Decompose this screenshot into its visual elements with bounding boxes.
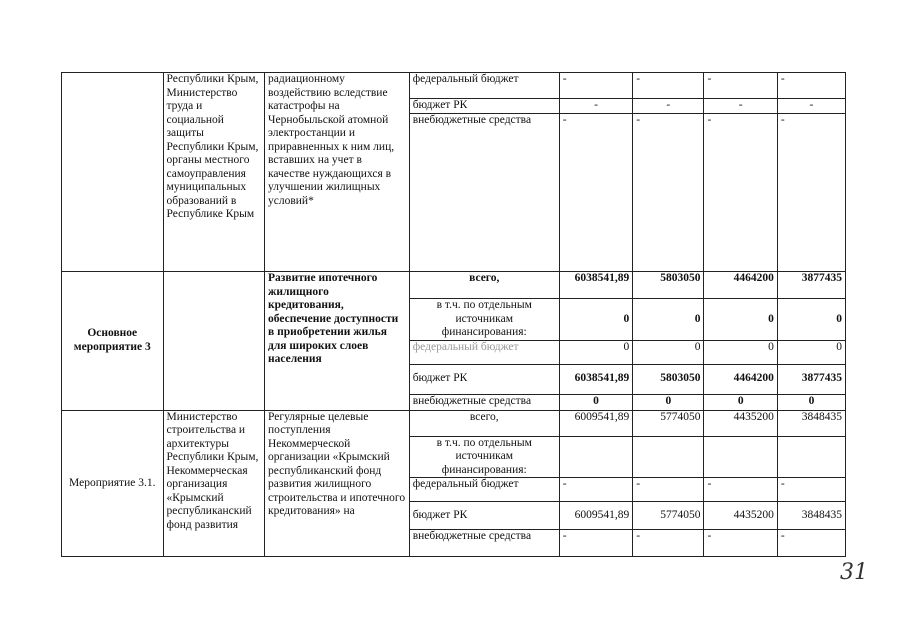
- value-cell: -: [633, 73, 704, 99]
- executor-cell: [163, 73, 265, 272]
- value-cell: 6009541,89: [559, 410, 632, 436]
- value-cell: -: [777, 530, 845, 557]
- value-cell: 4435200: [704, 502, 777, 530]
- executor-text: Министерство строительства и архитектуры Республики Крым, Некоммерческая организация «Крымский республиканский фонд развития: [166, 410, 259, 531]
- value-cell: -: [633, 114, 704, 272]
- source-cell: всего,: [409, 410, 559, 436]
- value-cell: [633, 436, 704, 478]
- value-cell: 0: [704, 299, 777, 341]
- financing-table: [61, 72, 846, 557]
- value-cell: -: [559, 530, 632, 557]
- value-cell: 0: [633, 299, 704, 341]
- value-cell: 5803050: [633, 364, 704, 394]
- description-text: радиационному воздействию вследствие катастрофы на Чернобыльской атомной электростанции и приравненных к ним лиц, вставших на учет в качестве нуждающихся в улучшении жилищных условий*: [268, 73, 395, 207]
- executor-cell: [163, 410, 265, 557]
- executor-cell: [163, 272, 265, 411]
- value-cell: 4435200: [704, 410, 777, 436]
- label-cell: [62, 272, 164, 411]
- value-cell: -: [777, 73, 845, 99]
- source-cell: бюджет РК: [409, 99, 559, 114]
- value-cell: 0: [777, 394, 845, 410]
- value-cell: 0: [704, 340, 777, 364]
- table-row: [62, 272, 846, 299]
- value-cell: 0: [633, 340, 704, 364]
- description-text: Развитие ипотечного жилищного кредитования, обеспечение доступности в приобретении жилья для широких слоев населения: [268, 272, 399, 365]
- source-cell: бюджет РК: [409, 364, 559, 394]
- source-cell: внебюджетные средства: [409, 394, 559, 410]
- value-cell: -: [559, 478, 632, 502]
- source-cell: бюджет РК: [409, 502, 559, 530]
- value-cell: 3848435: [777, 410, 845, 436]
- description-cell: [265, 272, 410, 411]
- description-text: Регулярные целевые поступления Некоммерческой организации «Крымский республиканский фонд развития жилищного строительства и ипотечного кредитования» на: [268, 410, 406, 517]
- value-cell: -: [704, 114, 777, 272]
- source-cell: внебюджетные средства: [409, 114, 559, 272]
- value-cell: 0: [777, 299, 845, 341]
- value-cell: -: [633, 478, 704, 502]
- value-cell: 6038541,89: [559, 364, 632, 394]
- value-cell: -: [777, 99, 845, 114]
- value-cell: 0: [559, 394, 632, 410]
- value-cell: 0: [559, 340, 632, 364]
- value-cell: 5774050: [633, 502, 704, 530]
- value-cell: -: [704, 73, 777, 99]
- label-cell: [62, 73, 164, 272]
- value-cell: 5803050: [633, 272, 704, 299]
- description-cell: [265, 73, 410, 272]
- value-cell: -: [559, 73, 632, 99]
- value-cell: -: [559, 99, 632, 114]
- value-cell: -: [704, 99, 777, 114]
- value-cell: 5774050: [633, 410, 704, 436]
- table-row: [62, 410, 846, 436]
- source-cell: федеральный бюджет: [409, 340, 559, 364]
- value-cell: -: [704, 478, 777, 502]
- value-cell: -: [704, 530, 777, 557]
- measure-label: Основное мероприятие 3: [73, 327, 151, 353]
- description-cell: [265, 410, 410, 557]
- value-cell: 4464200: [704, 364, 777, 394]
- value-cell: 0: [633, 394, 704, 410]
- value-cell: 3848435: [777, 502, 845, 530]
- value-cell: 3877435: [777, 272, 845, 299]
- value-cell: 4464200: [704, 272, 777, 299]
- source-cell: в т.ч. по отдельным источникам финансирования:: [409, 299, 559, 341]
- value-cell: [777, 436, 845, 478]
- executor-text: Республики Крым, Министерство труда и социальной защиты Республики Крым, органы местного самоуправления муниципальных образований в Республике Крым: [166, 73, 259, 220]
- measure-label: Мероприятие 3.1.: [69, 476, 156, 489]
- value-cell: [559, 436, 632, 478]
- source-cell: всего,: [409, 272, 559, 299]
- table-row: [62, 73, 846, 99]
- value-cell: -: [633, 530, 704, 557]
- value-cell: -: [633, 99, 704, 114]
- value-cell: 0: [559, 299, 632, 341]
- value-cell: [704, 436, 777, 478]
- source-cell: федеральный бюджет: [409, 478, 559, 502]
- value-cell: 3877435: [777, 364, 845, 394]
- value-cell: -: [777, 114, 845, 272]
- value-cell: 6009541,89: [559, 502, 632, 530]
- label-cell: [62, 410, 164, 557]
- source-cell: в т.ч. по отдельным источникам финансирования:: [409, 436, 559, 478]
- source-cell: федеральный бюджет: [409, 73, 559, 99]
- value-cell: -: [777, 478, 845, 502]
- source-cell: внебюджетные средства: [409, 530, 559, 557]
- value-cell: 6038541,89: [559, 272, 632, 299]
- value-cell: 0: [704, 394, 777, 410]
- value-cell: 0: [777, 340, 845, 364]
- value-cell: -: [559, 114, 632, 272]
- page-number: 31: [840, 560, 868, 585]
